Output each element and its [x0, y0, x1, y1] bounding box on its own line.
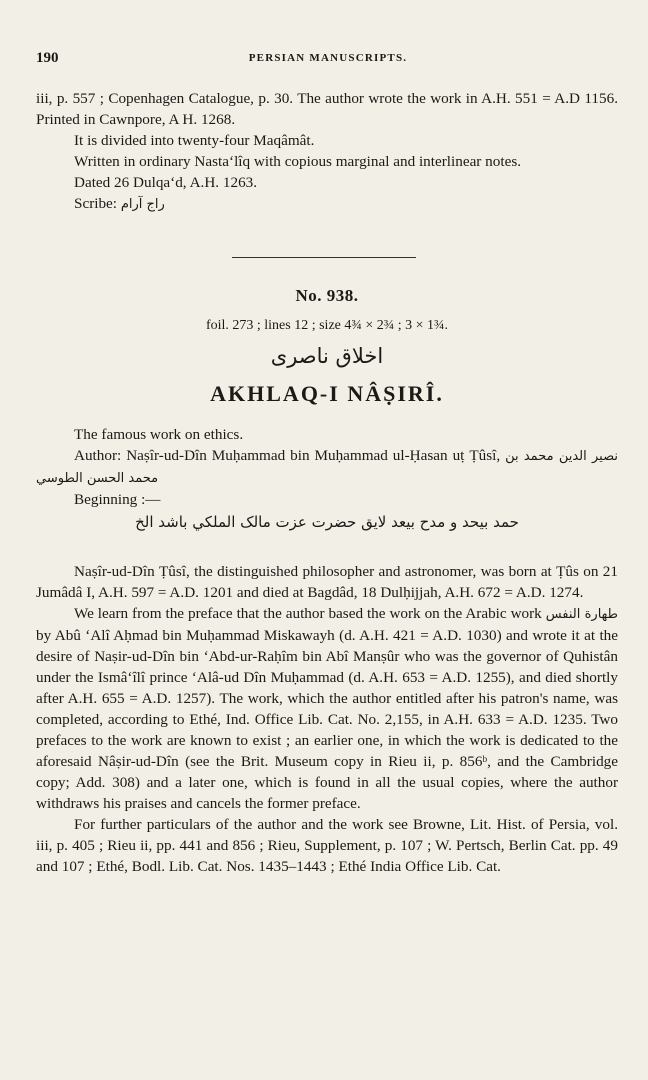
- author-label: Author:: [74, 447, 122, 464]
- prev-entry-paragraph-2: It is divided into twenty-four Maqâmât.: [74, 132, 315, 149]
- entry-intro: [36, 424, 618, 510]
- body-paragraph-2-rest: by Abû ‘Alî Aḥmad bin Muḥammad Miskawayh (d. A.H. 421 = A.D. 1030) and wrote it at the desire of Naṣir-ud-Dîn bin ‘Abd-ur-Raḥîm bin Abî Manṣûr who was the governor of Quhistân under the Ismâ‘îlî prince ‘Alâ-ud Dîn Muḥammad (d. A.H. 653 = A.D. 1255), and died shortly after A.H. 655 = A.D. 1257). The work, which the author entitled after his patron's name, was completed, according to Ethé, Ind. Office Lib. Cat. No. 2,155, in A.H. 633 = A.D. 1235. Two prefaces to the work are known to exist ; an earlier one, in which the work is dedicated to the aforesaid Nâṣir-ud-Dîn (see the Brit. Museum copy in Rieu ii, p. 856ᵇ, and the Cambridge copy; Add. 308) and a later one, which is found in all the usual copies, where the author withdraws his praises and cancels the former preface.: [36, 627, 618, 812]
- section-divider: [232, 257, 416, 258]
- page-number: 190: [36, 50, 59, 66]
- prev-entry-paragraph-3: Written in ordinary Nasta‘lîq with copious marginal and interlinear notes.: [74, 153, 522, 170]
- running-title: PERSIAN MANUSCRIPTS.: [248, 52, 408, 64]
- body-paragraph-1: Naṣîr-ud-Dîn Ṭûsî, the distinguished philosopher and astronomer, was born at Ṭûs on 21 Jumâdâ I, A.H. 597 = A.D. 1201 and died at Bagdâd, 18 Dulḥijjah, A.H. 672 = A.D. 1274.: [36, 563, 618, 601]
- entry-title: AKHLAQ-I NÂṢIRÎ.: [210, 381, 444, 406]
- previous-entry-continuation: [36, 88, 618, 215]
- entry-body: [36, 561, 618, 877]
- prev-entry-scribe: [36, 193, 618, 215]
- author-arabic: نصير الدين محمد بن محمد الحسن الطوسي: [36, 449, 618, 486]
- entry-physical-description: foil. 273 ; lines 12 ; size 4¾ × 2¾ ; 3 × 1¾.: [205, 318, 449, 333]
- scribe-name: راج آرام: [120, 197, 165, 212]
- page-header: [36, 50, 620, 72]
- author-text: Naṣîr-ud-Dîn Muḥammad bin Muḥammad ul-Ḥasan uṭ Ṭûsî,: [126, 447, 501, 464]
- beginning-label: Beginning :—: [74, 491, 161, 508]
- beginning-arabic-text: حمد بيحد و مدح بيعد لايق حضرت عزت مالک الملکي باشد الخ: [135, 513, 519, 531]
- entry-number: No. 938.: [295, 286, 359, 305]
- body-paragraph-2-start: We learn from the preface that the author based the work on the Arabic work: [74, 605, 542, 622]
- body-paragraph-2-arabic: طهارة النفس: [545, 607, 618, 622]
- prev-entry-date: Dated 26 Dulqa‘d, A.H. 1263.: [74, 174, 258, 191]
- body-paragraph-3: For further particulars of the author and the work see Browne, Lit. Hist. of Persia, vol. iii, p. 405 ; Rieu ii, pp. 441 and 856 ; Rieu, Supplement, p. 107 ; W. Pertsch, Berlin Cat. pp. 49 and 107 ; Ethé, Bodl. Lib. Cat. Nos. 1435–1443 ; Ethé India Office Lib. Cat.: [36, 816, 618, 875]
- entry-description: The famous work on ethics.: [74, 426, 244, 443]
- scribe-label: Scribe:: [74, 195, 118, 212]
- prev-entry-paragraph-1: iii, p. 557 ; Copenhagen Catalogue, p. 30. The author wrote the work in A.H. 551 = A.D 1156. Printed in Cawnpore, A H. 1268.: [36, 90, 618, 128]
- entry-persian-title: اخلاق ناصری: [270, 344, 384, 368]
- body-paragraph-2: [36, 603, 618, 814]
- entry-author: [36, 445, 618, 489]
